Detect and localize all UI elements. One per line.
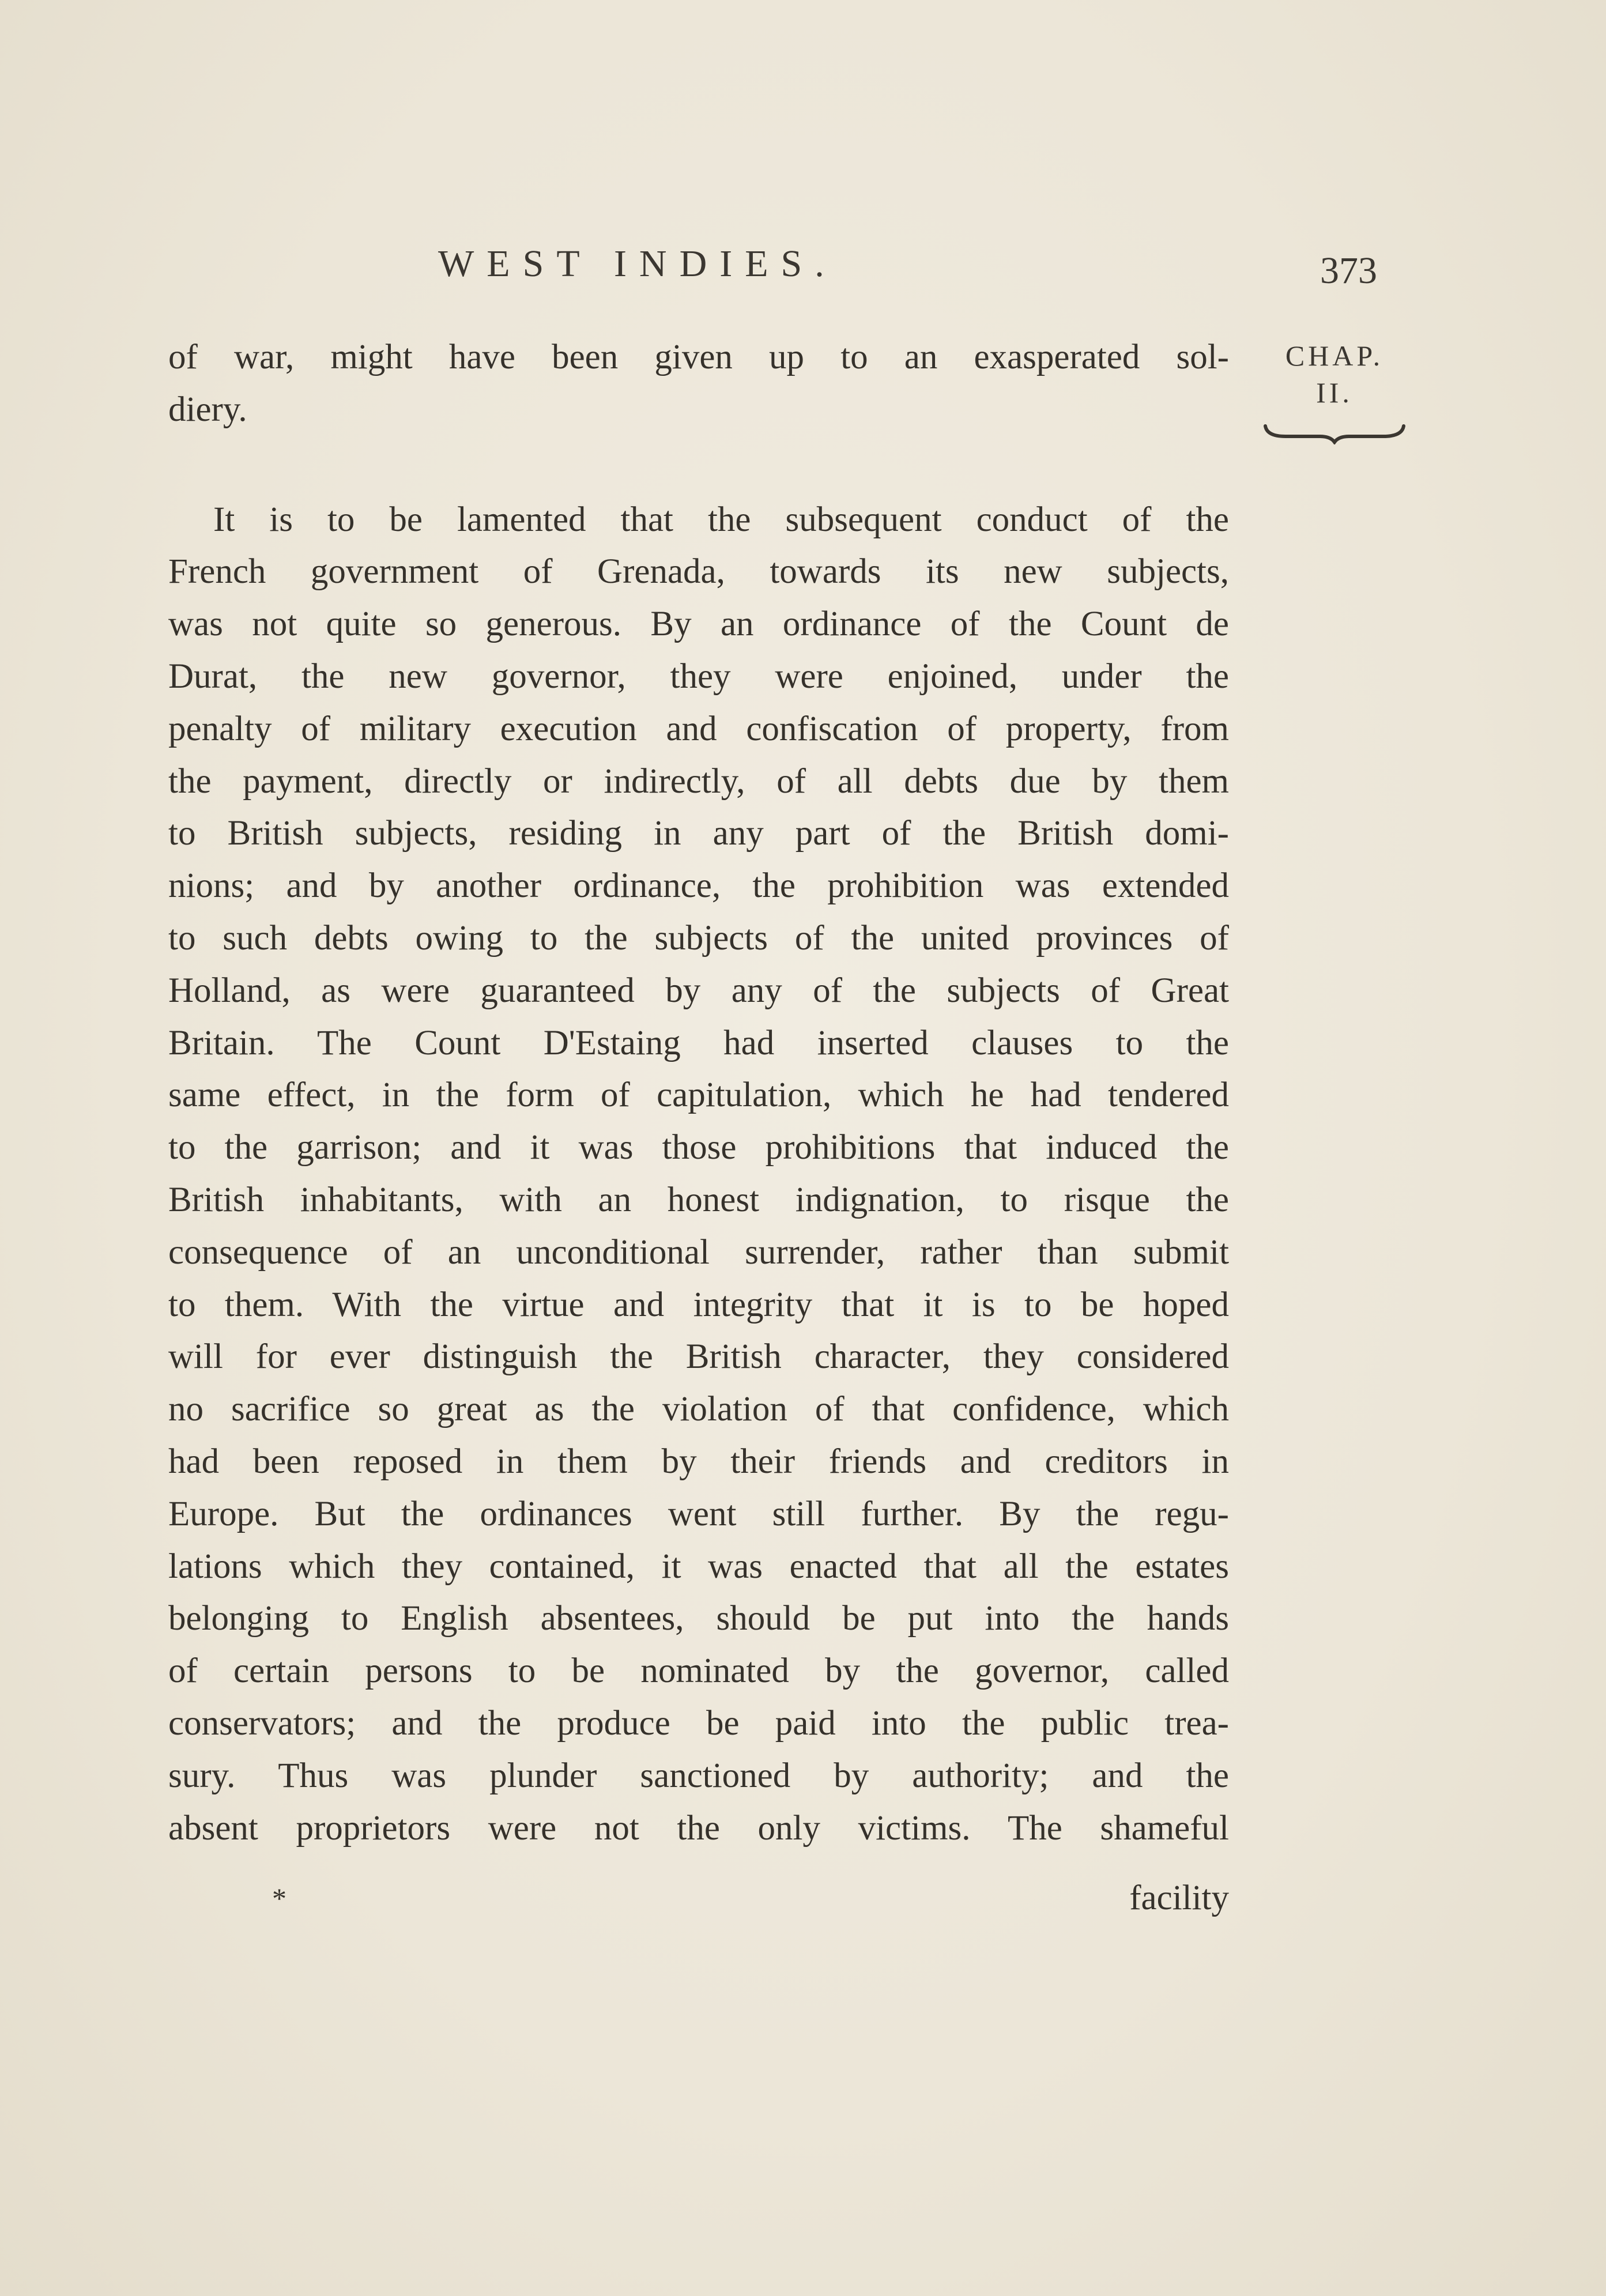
text-line: belonging to English absentees, should be put into the hands	[168, 1599, 1229, 1638]
text-line: to the garrison; and it was those prohibitions that induced the	[168, 1128, 1229, 1167]
text-line: of war, might have been given up to an exasperated sol-	[168, 338, 1229, 376]
text-line: had been reposed in them by their friends and creditors in	[168, 1442, 1229, 1481]
signature-mark: *	[272, 1882, 286, 1914]
text-line: same effect, in the form of capitulation, which he had tendered	[168, 1076, 1229, 1115]
text-line: the payment, directly or indirectly, of all debts due by them	[168, 761, 1229, 801]
text-line: to such debts owing to the subjects of the united provinces of	[168, 918, 1229, 957]
chapter-side-note	[1257, 337, 1412, 444]
text-line: consequence of an unconditional surrender, rather than submit	[168, 1232, 1229, 1272]
paragraph-first-line: It is to be lamented that the subsequent conduct of the	[213, 500, 1229, 539]
brace-ornament	[1262, 421, 1407, 444]
text-line: conservators; and the produce be paid into the public trea-	[168, 1703, 1229, 1743]
text-line: Britain. The Count D'Estaing had inserted clauses to the	[168, 1023, 1229, 1062]
running-head: WEST INDIES.	[438, 243, 837, 285]
text-line: to British subjects, residing in any part of the British domi-	[168, 814, 1229, 853]
text-line: was not quite so generous. By an ordinance of the Count de	[168, 605, 1229, 644]
chapter-number: II.	[1316, 376, 1353, 409]
text-line: absent proprietors were not the only victims. The shameful	[168, 1808, 1229, 1848]
text-line: lations which they contained, it was enacted that all the estates	[168, 1547, 1229, 1586]
text-line: Holland, as were guaranteed by any of the subjects of Great	[168, 971, 1229, 1010]
text-line: no sacrifice so great as the violation of that confidence, which	[168, 1390, 1229, 1429]
text-line: to them. With the virtue and integrity that it is to be hoped	[168, 1285, 1229, 1324]
text-line: diery.	[168, 390, 247, 429]
paragraph-gap	[168, 436, 1229, 494]
text-line: will for ever distinguish the British character, they considered	[168, 1337, 1229, 1377]
text-line: British inhabitants, with an honest indignation, to risque the	[168, 1180, 1229, 1219]
body-text	[168, 331, 1229, 1854]
text-line: Durat, the new governor, they were enjoined, under the	[168, 657, 1229, 696]
catchword: facility	[1129, 1879, 1229, 1917]
text-line: Europe. But the ordinances went still further. By the regu-	[168, 1494, 1229, 1533]
text-line: penalty of military execution and confiscation of property, from	[168, 709, 1229, 748]
page-footer	[168, 1872, 1229, 1924]
text-line: nions; and by another ordinance, the prohibition was extended	[168, 866, 1229, 906]
text-line: of certain persons to be nominated by the governor, called	[168, 1652, 1229, 1691]
chapter-label: CHAP.	[1285, 340, 1384, 372]
text-line: sury. Thus was plunder sanctioned by authority; and the	[168, 1756, 1229, 1795]
text-line: French government of Grenada, towards its new subjects,	[168, 552, 1229, 591]
page-number: 373	[1320, 250, 1377, 292]
